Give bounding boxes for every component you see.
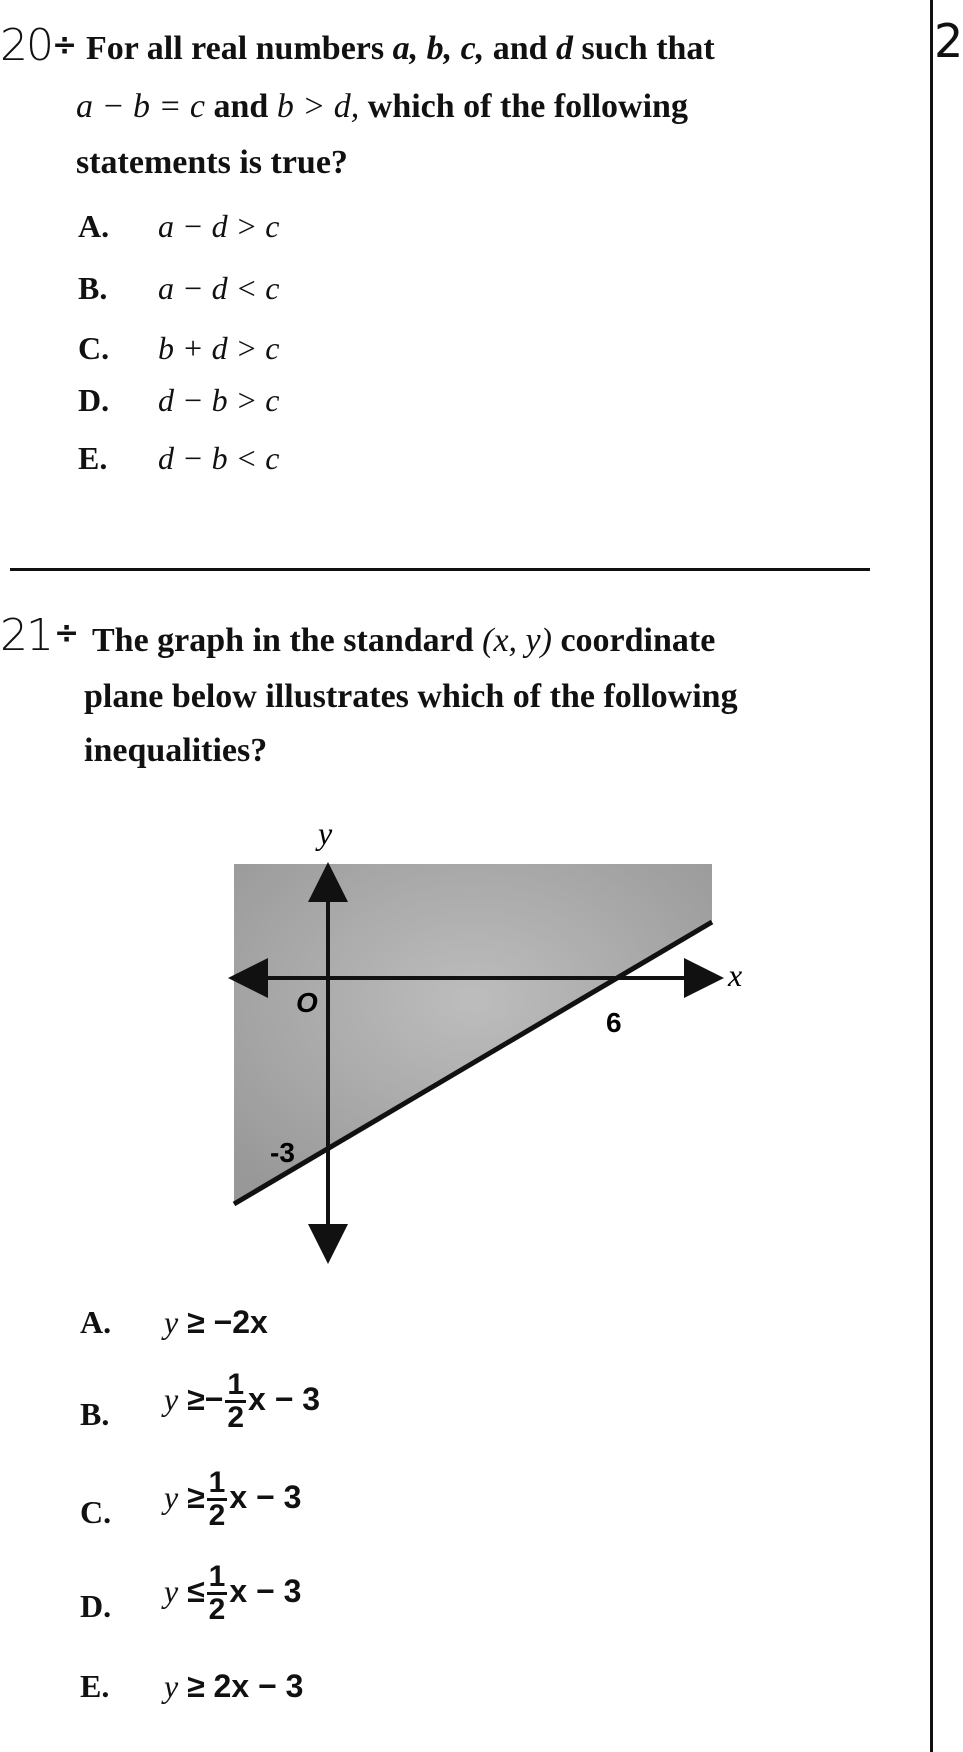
lhs: y [164,1304,179,1340]
choice-expression[interactable]: a − d < c [158,270,280,306]
rhs: −2x [213,1304,268,1340]
lhs: y [164,1478,179,1515]
tail: x − 3 [229,1572,302,1609]
choice-letter[interactable]: E. [80,1668,110,1704]
choice-expression[interactable]: d − b > c [158,382,280,418]
choice-expression[interactable]: b + d > c [158,330,280,366]
choice-letter[interactable]: B. [80,1396,110,1432]
choice-letter[interactable]: A. [80,1304,112,1340]
sign: − [204,1380,224,1417]
question-21-mark: ÷ [54,616,80,651]
choice-expression[interactable] [164,1562,301,1625]
stem-text: For all real numbers [86,30,393,67]
question-20-stem-line2 [76,82,688,132]
numerator: 1 [208,1466,226,1499]
operator: ≤ [187,1572,205,1609]
stem-text: such that [573,30,715,67]
choice-letter[interactable]: B. [78,270,108,306]
choice-letter[interactable]: D. [80,1588,112,1624]
denominator: 2 [227,1401,245,1434]
choice-expression[interactable] [164,1668,303,1705]
operator: ≥ [187,1304,205,1340]
choice-letter[interactable]: A. [78,208,110,244]
question-21-number: 21 [0,610,52,661]
fraction [207,1562,228,1625]
question-21-stem-line1 [92,616,715,666]
stem-equation: a − b = c [76,88,205,125]
next-question-number-partial: 2 [934,14,963,68]
stem-text: which of the following [359,88,688,125]
question-20-number: 20 [0,20,52,71]
numerator: 1 [208,1560,226,1593]
numerator: 1 [227,1368,245,1401]
x-intercept-label: 6 [606,1007,622,1038]
choice-expression[interactable] [164,1370,320,1433]
inequality-graph [0,800,949,1280]
choice-expression[interactable] [164,1468,301,1531]
choice-letter[interactable]: C. [80,1494,112,1530]
stem-variable: d [556,30,574,67]
question-20-mark: ÷ [52,28,78,63]
question-20-stem-line3: statements is true? [76,144,348,181]
choice-expression[interactable]: d − b < c [158,440,280,476]
tail: x − 3 [248,1380,321,1417]
lhs: y [164,1380,179,1417]
stem-text: coordinate [551,622,716,659]
choice-letter[interactable]: D. [78,382,110,418]
operator: ≥ [187,1478,205,1515]
y-axis-label: y [318,815,333,851]
operator: ≥ [187,1668,205,1704]
stem-text: and [204,88,277,125]
choice-expression[interactable] [164,1304,268,1341]
stem-variables: a, b, c, [392,30,485,67]
choice-letter[interactable]: C. [78,330,110,366]
choice-expression[interactable]: a − d > c [158,208,280,244]
question-divider [10,568,870,571]
question-21-stem-line3: inequalities? [84,732,268,769]
fraction [225,1370,246,1433]
choice-letter[interactable]: E. [78,440,108,476]
question-20-stem-line1 [86,24,715,74]
tail: x − 3 [229,1478,302,1515]
stem-text: The graph in the standard [92,622,483,659]
rhs: 2x − 3 [213,1668,304,1704]
stem-text: and [484,30,557,67]
operator: ≥ [187,1380,205,1417]
stem-inequality: b > d, [276,88,360,125]
denominator: 2 [208,1593,226,1626]
denominator: 2 [208,1499,226,1532]
origin-label: O [296,987,318,1018]
shaded-region [234,864,712,1204]
lhs: y [164,1572,179,1609]
question-21-stem-line2: plane below illustrates which of the following [84,678,738,715]
y-intercept-label: -3 [270,1137,295,1168]
lhs: y [164,1668,179,1704]
stem-coordinate: (x, y) [482,622,552,659]
fraction [207,1468,228,1531]
x-axis-label: x [728,957,743,993]
